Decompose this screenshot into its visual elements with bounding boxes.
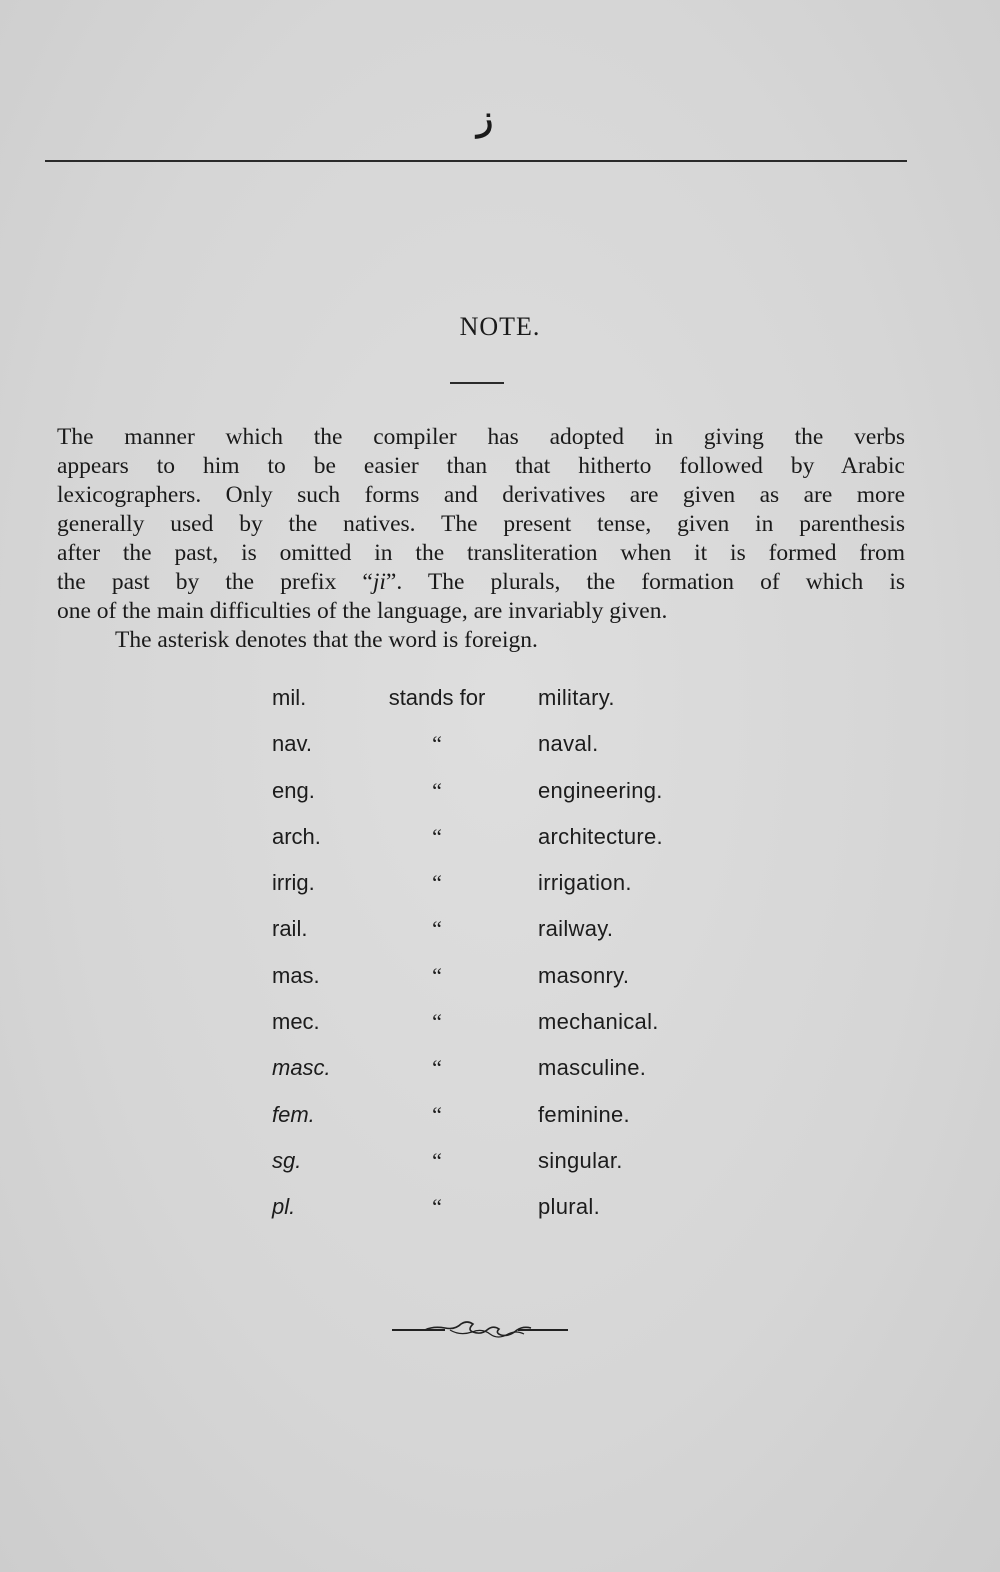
abbreviation: nav.: [272, 731, 312, 757]
abbreviation: masc.: [272, 1055, 331, 1081]
paragraph-line: appears to him to be easier than that hitherto followed by Arabic: [57, 453, 905, 479]
abbreviation: rail.: [272, 916, 308, 942]
abbreviation: mec.: [272, 1009, 320, 1035]
ditto-mark: “: [432, 870, 442, 896]
abbreviation: fem.: [272, 1101, 315, 1127]
note-paragraph: [57, 423, 905, 626]
abbreviation-meaning: architecture.: [538, 823, 663, 849]
note-title: NOTE.: [459, 312, 541, 341]
abbreviation: mil.: [272, 685, 307, 710]
abbreviation-meaning: naval.: [538, 731, 599, 757]
header-rule: [45, 160, 907, 162]
abbreviation: pl.: [272, 1194, 296, 1220]
ditto-mark: “: [432, 962, 442, 988]
flourish-divider-icon: [390, 1318, 570, 1342]
abbreviation-meaning: mechanical.: [538, 1009, 659, 1035]
ditto-mark: “: [432, 916, 442, 942]
abbreviation-meaning: railway.: [538, 916, 614, 942]
abbreviation: eng.: [272, 777, 315, 803]
ditto-mark: “: [432, 1009, 442, 1035]
paragraph-line: The manner which the compiler has adopted in giving the verbs: [57, 424, 905, 450]
ditto-mark: “: [432, 731, 442, 757]
stands-for-label: stands for: [388, 685, 486, 710]
abbreviation-meaning: masonry.: [538, 962, 630, 988]
abbreviation-meaning: feminine.: [538, 1101, 630, 1127]
paragraph-line: after the past, is omitted in the transliteration when it is formed from: [57, 540, 905, 566]
paragraph-line: lexicographers. Only such forms and derivatives are given as are more: [57, 482, 905, 508]
asterisk-note: The asterisk denotes that the word is foreign.: [115, 627, 538, 653]
ditto-mark: “: [432, 1194, 442, 1220]
ditto-mark: “: [432, 1055, 442, 1081]
abbreviation-meaning: masculine.: [538, 1055, 647, 1081]
ditto-mark: “: [432, 1101, 442, 1127]
abbreviation: irrig.: [272, 870, 315, 896]
abbreviation: arch.: [272, 823, 321, 849]
paragraph-line: the past by the prefix “ji”. The plurals, the formation of which is: [57, 569, 905, 595]
abbreviation-meaning: engineering.: [538, 777, 663, 803]
ditto-mark: “: [432, 1147, 442, 1173]
paragraph-line: one of the main difficulties of the language, are invariably given.: [57, 598, 668, 624]
abbreviation-meaning: irrigation.: [538, 870, 632, 896]
paragraph-line: generally used by the natives. The present tense, given in parenthesis: [57, 511, 905, 537]
abbreviation-meaning: singular.: [538, 1147, 623, 1173]
abbreviation-meaning: military.: [538, 685, 615, 710]
title-underline-rule: [450, 382, 504, 384]
abbreviation: sg.: [272, 1147, 302, 1173]
ditto-mark: “: [432, 823, 442, 849]
page-number-mark: ز: [476, 101, 494, 138]
abbreviation: mas.: [272, 962, 320, 988]
ditto-mark: “: [432, 777, 442, 803]
abbreviation-meaning: plural.: [538, 1194, 601, 1220]
